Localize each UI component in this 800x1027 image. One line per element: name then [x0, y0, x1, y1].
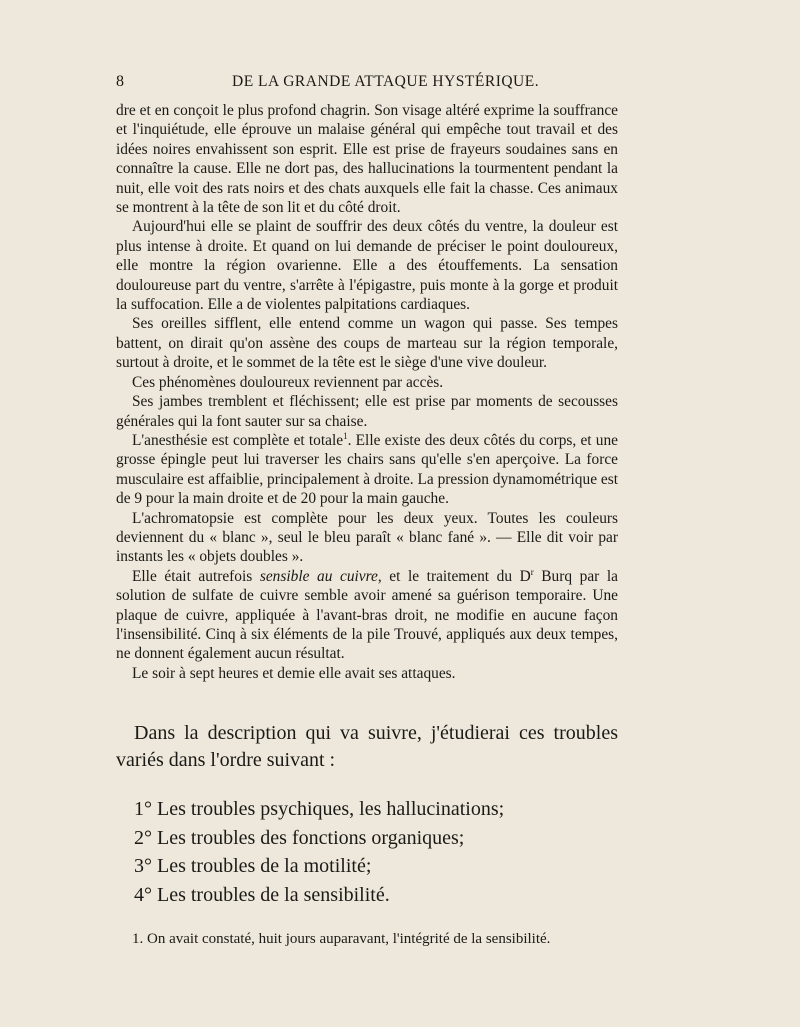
- page-header: [116, 73, 616, 97]
- text-span: . Elle existe des deux côtés du corps, et une grosse épingle peut lui traverser les chairs sans qu'elle s'en aperçoive. La force musculaire est affaiblie, principalement à droite. La pression dynamométrique est de 9 pour la main droite et de 20 pour la main gauche.: [116, 431, 618, 508]
- intro-paragraph: Dans la description qui va suivre, j'étudierai ces troubles variés dans l'ordre suivant :: [116, 722, 618, 771]
- list-item: 2° Les troubles des fonctions organiques;: [134, 826, 465, 849]
- paragraph: Ses oreilles sifflent, elle entend comme un wagon qui passe. Ses tempes battent, on dirait qu'on assène des coups de marteau sur la région temporale, surtout à droite, et le sommet de la tête est le siège d'une vive douleur.: [116, 315, 618, 372]
- superscript: r: [530, 566, 534, 577]
- paragraph-anesthesia: [116, 431, 618, 509]
- body-text: [116, 101, 618, 683]
- page-number: 8: [116, 73, 124, 90]
- paragraph: dre et en conçoit le plus profond chagrin. Son visage altéré exprime la souffrance et l'inquiétude, elle éprouve un malaise général qui empêche tout travail et des idées noires envahissent son esprit. Elle est prise de frayeurs soudaines sans en connaître la cause. Elle ne dort pas, des hallucinations la tourmentent pendant la nuit, elle voit des rats noirs et des chats auxquels elle fait la chasse. Ces animaux se montrent à la tête de son lit et du côté droit.: [116, 102, 618, 217]
- running-title: DE LA GRANDE ATTAQUE HYSTÉRIQUE.: [232, 73, 540, 90]
- italic-phrase: sensible au cuivre: [259, 567, 378, 585]
- footnote: [116, 929, 618, 949]
- footnote-text: 1. On avait constaté, huit jours auparavant, l'intégrité de la sensibilité.: [132, 931, 551, 947]
- list-item: 4° Les troubles de la sensibilité.: [134, 883, 390, 906]
- paragraph-copper: [116, 567, 618, 664]
- paragraph: Ces phénomènes douloureux reviennent par accès.: [132, 373, 444, 391]
- text-span: , et le traitement du D: [377, 567, 531, 585]
- text-span: Burq par la solution de sulfate de cuivre semble avoir amené sa guérison temporaire. Une plaque de cuivre, appliquée à l'avant-bras droit, ne modifie en aucune façon l'insensibilité. Cinq à six éléments de la pile Trouvé, appliqués aux deux tempes, ne donnent également aucun résultat.: [116, 567, 618, 663]
- paragraph: L'achromatopsie est complète pour les deux yeux. Toutes les couleurs deviennent du « blanc », seul le bleu paraît « blanc fané ». — Elle dit voir par instants les « objets doubles ».: [116, 509, 618, 566]
- list-item: 3° Les troubles de la motilité;: [134, 855, 372, 877]
- text-span: Elle était autrefois: [132, 567, 260, 585]
- intro-section: [116, 720, 618, 774]
- text-span: L'anesthésie est complète et totale: [132, 431, 344, 449]
- list-item: 1° Les troubles psychiques, les hallucinations;: [134, 798, 505, 820]
- paragraph: Ses jambes tremblent et fléchissent; elle est prise par moments de secousses générales qui la font sauter sur sa chaise.: [116, 393, 618, 430]
- footnote-marker: 1: [343, 430, 348, 441]
- paragraph: Aujourd'hui elle se plaint de souffrir des deux côtés du ventre, la douleur est plus intense à droite. Et quand on lui demande de préciser le point douloureux, elle montre la région ovarienne. Elle a des étouffements. La sensation douloureuse part du ventre, s'arrête à l'épigastre, puis monte à la gorge et produit la suffocation. Elle a de violentes palpitations cardiaques.: [116, 218, 618, 314]
- ordered-list: [116, 795, 618, 909]
- paragraph: Le soir à sept heures et demie elle avait ses attaques.: [132, 664, 456, 682]
